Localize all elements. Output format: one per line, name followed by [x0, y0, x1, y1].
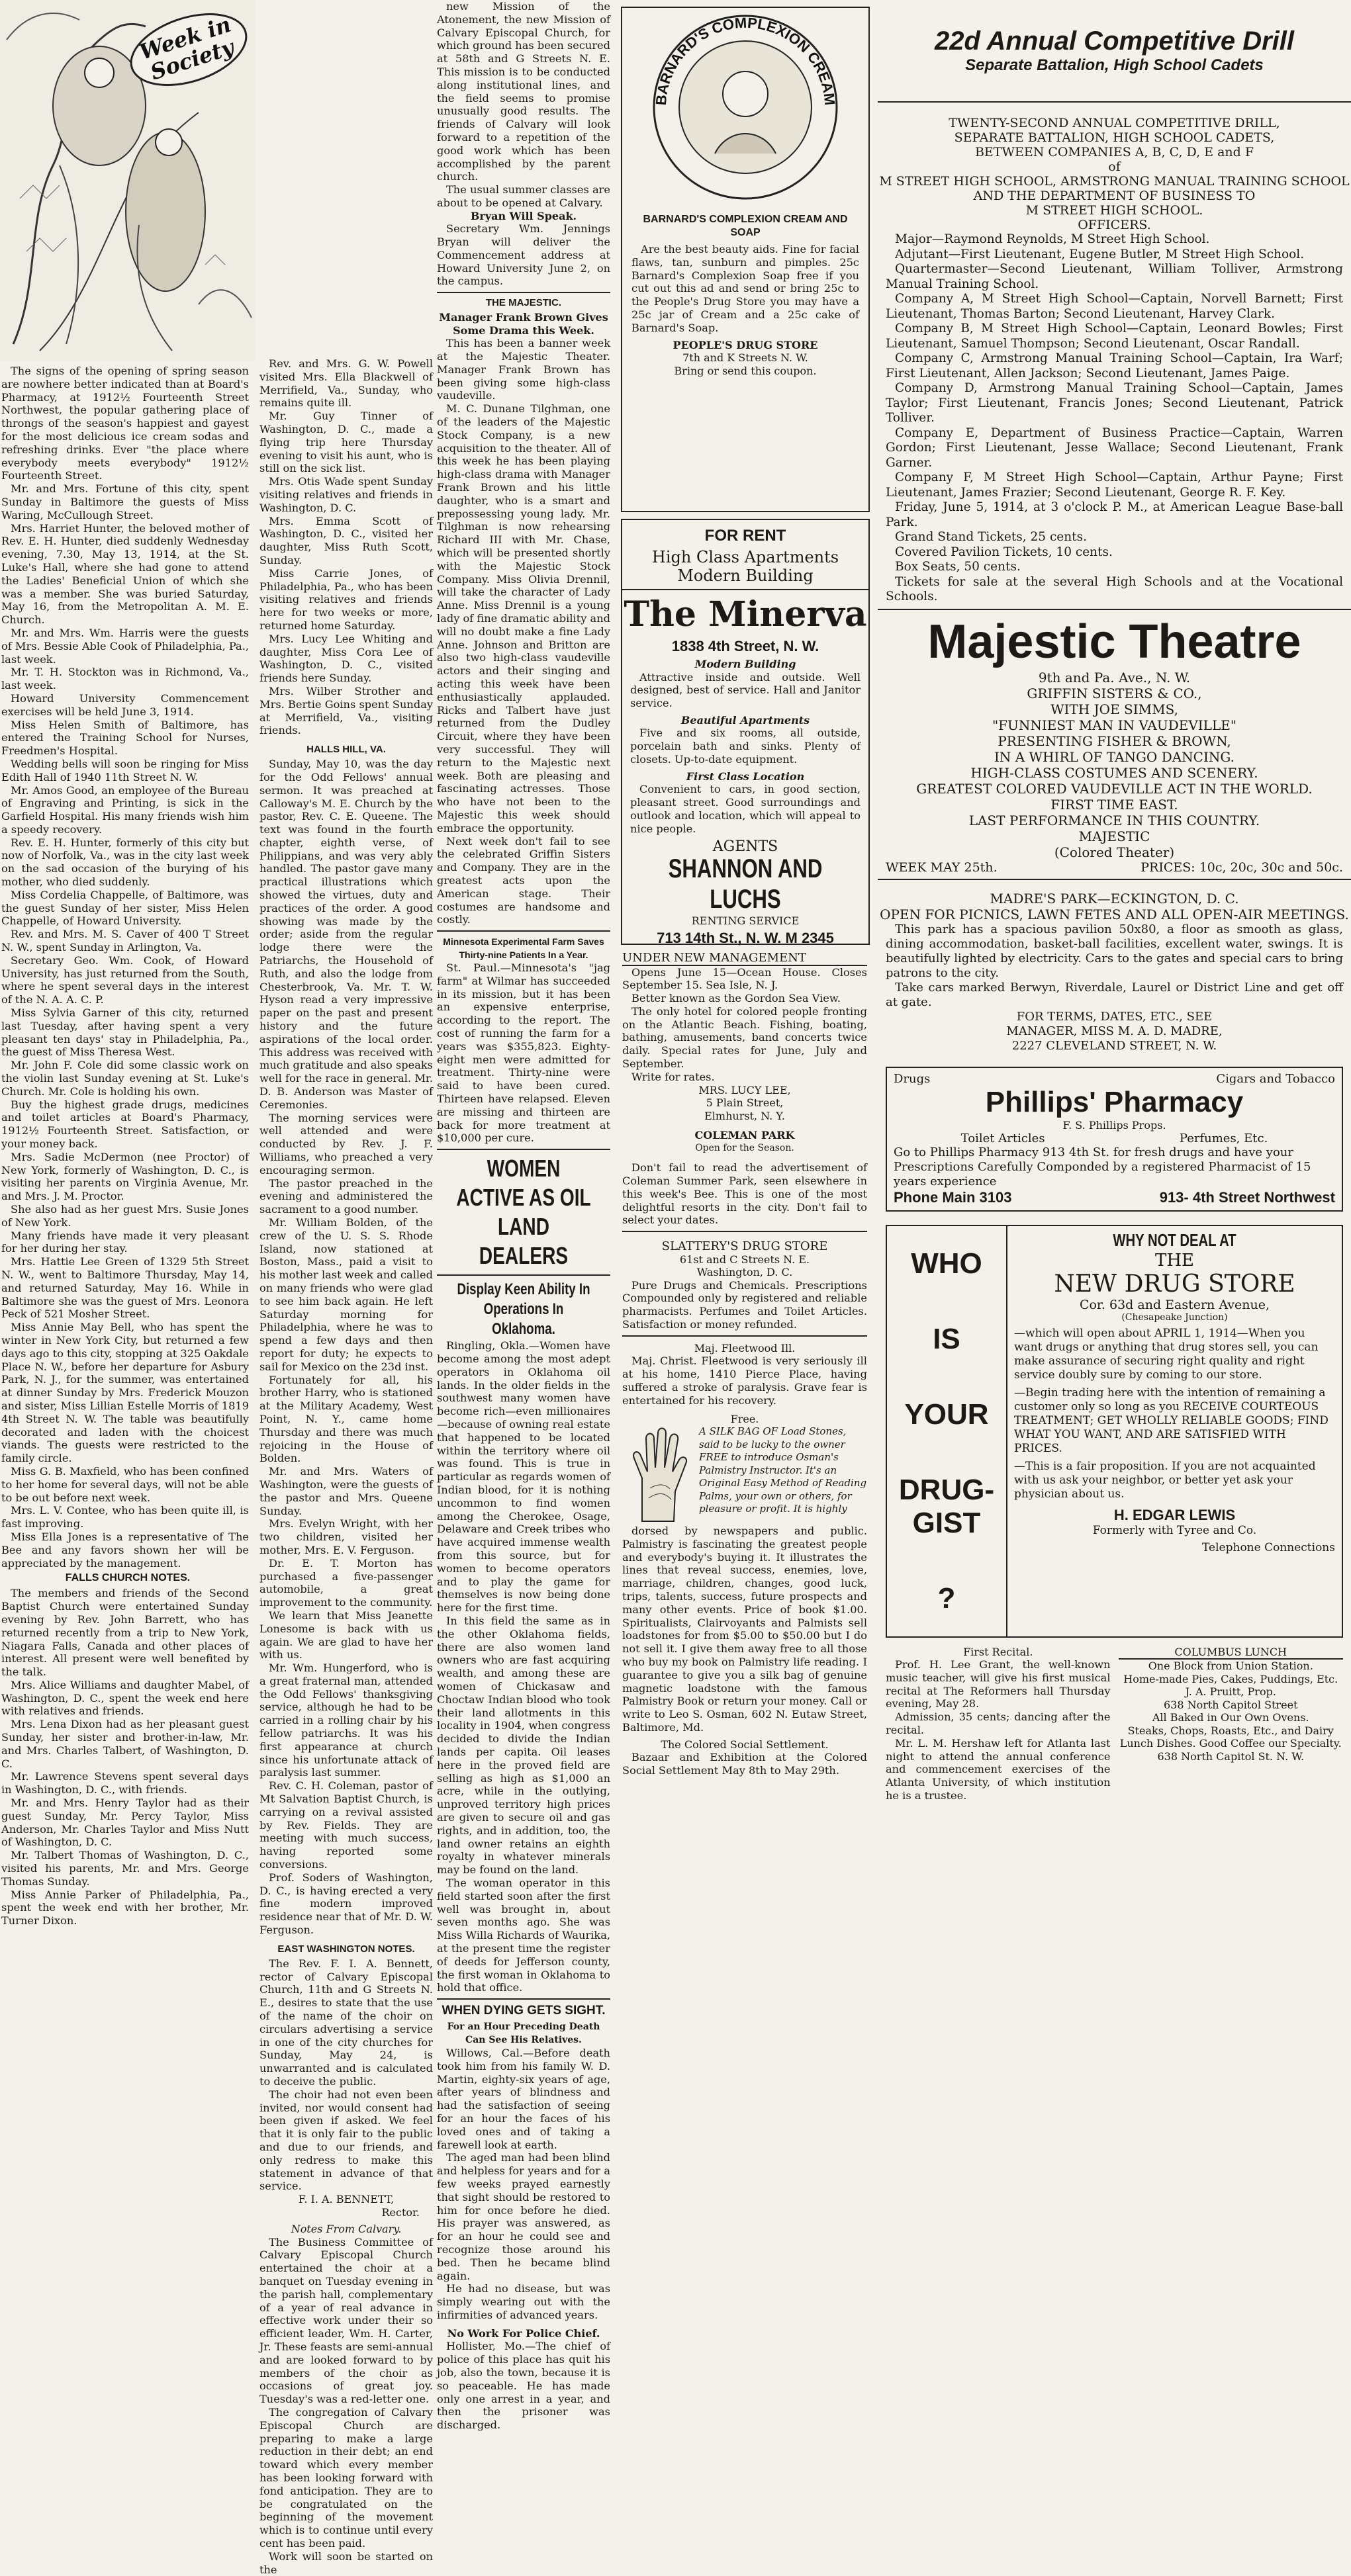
society-paragraph: Mr. John F. Cole did some classic work on the violin last Sunday evening at St. Luke's Church. Mr. Cole is holding his own.: [1, 1059, 249, 1098]
majestic-line: GRIFFIN SISTERS & CO.,: [1027, 685, 1202, 701]
phillips-mid-row: [894, 1132, 1335, 1145]
majestic-line: PRESENTING FISHER & BROWN,: [998, 733, 1231, 749]
majestic-line: MAJESTIC: [1078, 828, 1150, 844]
mission-notes: [437, 0, 610, 210]
minerva-ad: [621, 519, 870, 945]
falls-church-paragraph: Mr. Lawrence Stevens spent several days in Washington, D. C., with friends.: [1, 1770, 249, 1797]
lucy-address-1: 5 Plain Street,: [706, 1096, 784, 1110]
women-paragraph: In this field the same as in the other Oklahoma fields, there are also women land owners who are fast acquiring wealth, and among these are women of Chickasaw and Choctaw Indian blood who took their land allotments in this locality in 1904, when congress decided to divide the Indian lands per capita. Oil leases here in the proved field are selling as high as $1,000 an acre, while in the outlying, unproved territory high prices are given to secure oil and gas rights, and in addition, too, the land owner retains an eighth royalty in whatever minerals may be found on the land.: [437, 1614, 610, 1877]
society-banner: Week in Society: [136, 11, 237, 85]
halls-hill-paragraph: Fortunately for all, his brother Harry, who is stationed at the Military Academy, West Point, N. Y., came home Thursday and there was much rejoicing in the House of Bolden.: [259, 1373, 433, 1465]
drill-officers: [878, 232, 1351, 605]
falls-church-paragraph: Mr. and Mrs. Henry Taylor had as their guest Sunday, Mr. Percy Taylor, Miss Anderson, Mr. Charles Taylor and Miss Nutt of Washington, D. C.: [1, 1797, 249, 1849]
new-drug-store-title: NEW DRUG STORE: [1054, 1270, 1295, 1298]
new-drug-store-body: [1007, 1226, 1342, 1636]
phillips-address: 913- 4th Street Northwest: [1159, 1188, 1335, 1206]
divider: [878, 101, 1351, 103]
society-paragraph: Mrs. Sadie McDermon (nee Proctor) of New York, formerly of Washington, D. C., is visiting her parents on Virginia Avenue, Mr. and Mrs. J. M. Proctor.: [1, 1150, 249, 1203]
first-class-location: First Class Location: [686, 770, 805, 783]
shannon-luchs: SHANNON AND LUCHS: [668, 854, 823, 914]
falls-church-heading: FALLS CHURCH NOTES.: [65, 1572, 191, 1584]
drug-address: Cor. 63d and Eastern Avenue,: [1079, 1297, 1270, 1312]
drug-paragraph: —Begin trading here with the intention of remaining a customer only so long as you RECEIVE COURTEOUS TREATMENT; GET WHOLLY RELIABLE GOODS; FIND WHAT YOU WANT, AND ARE SATISFIED WITH PRICES.: [1014, 1386, 1328, 1455]
majestic-subheading: Manager Frank Brown Gives Some Drama this Week.: [439, 311, 608, 337]
officer-line: Company F, M Street High School—Captain, Arthur Payne; First Lieutenant, James Frazier; Second Lieutenant, George R. F. Key.: [886, 470, 1343, 500]
officer-line: Company B, M Street High School—Captain, Leonard Bowles; First Lieutenant, Samuel Thompson; Second Lieutenant, Oscar Randall.: [886, 322, 1343, 351]
divider: [437, 292, 610, 293]
officer-line: Company D, Armstrong Manual Training School—Captain, James Taylor; First Lieutenant, Francis Jones; Second Lieutenant, Patrick Tolliver.: [886, 381, 1343, 425]
falls-church-text: [0, 1587, 256, 1928]
note-paragraph: Mrs. Lucy Lee Whiting and daughter, Miss Cora Lee of Washington, D. C., visited friends here Sunday.: [259, 632, 433, 685]
divider: [437, 930, 610, 932]
majestic-paragraph: Next week don't fail to see the celebrated Griffin Sisters and Company. They are in the greatest acts upon the American stage. Their costumes are handsome and costly.: [437, 834, 610, 926]
society-paragraph: Wedding bells will soon be ringing for Miss Edith Hall of 1940 11th Street N. W.: [1, 757, 249, 783]
phillips-bottom-row: [894, 1189, 1335, 1206]
who-is-your-druggist: [887, 1226, 1007, 1636]
society-paragraph: Mrs. Harriet Hunter, the beloved mother of Rev. E. H. Hunter, died suddenly Wednesday evening, 7.30, May 13, 1914, at the St. Luke's Hall, where she had gone to attend the Ladies' Beneficial Union of which she was a member. She was buried Saturday, May 16, from the Metropolitan A. M. E. Church.: [1, 521, 249, 627]
halls-hill-paragraph: Rev. C. H. Coleman, pastor of Mt Salvation Baptist Church, is carrying on a revival assisted by Rev. Fields. They are meeting with much success, having reported some conversions.: [259, 1779, 433, 1871]
officer-line: Company C, Armstrong Manual Training School—Captain, Ira Warf; First Lieutenant, Allen Jackson; Second Lieutenant, James Paige.: [886, 351, 1343, 380]
drill-heading-line: M STREET HIGH SCHOOL.: [1025, 203, 1203, 218]
officer-line: Company E, Department of Business Practice—Captain, Warren Gordon; First Lieutenant, Jesse Wallace; Second Lieutenant, Frank Garner.: [886, 425, 1343, 470]
police-heading: No Work For Police Chief.: [447, 2327, 600, 2340]
society-paragraph: Miss Annie May Bell, who has spent the winter in New York City, but returned a few days ago to this city, stopping at 325 Oakdale Place N. W., before her departure for Asbury Park, N. J., for the summer, was entertained at dinner Sunday by Mrs. Frederick Mouzon and sister, Miss Lillian Estelle Morris of 1819 4th Street N. W. The table was beautifully decorated and laden with the choicest viands. The guests were restricted to the family circle.: [1, 1321, 249, 1465]
minnesota-text: St. Paul.—Minnesota's "jag farm" at Wilmar has succeeded in its mission, but it has been an expensive enterprise, according to the report. The cost of running the farm for a years was $355,823. Eighty-eight men were admitted for treatment. Thirty-nine were said to have been cured. Thirteen have relapsed. Eleven are missing and thirteen are back for more treatment at $10,000 per cure.: [437, 961, 610, 1145]
columbus-line: J. A. Pruitt, Prop.: [1185, 1685, 1276, 1698]
lucy-address-2: Elmhurst, N. Y.: [704, 1109, 785, 1122]
edgar-phone: Telephone Connections: [1202, 1540, 1335, 1554]
society-paragraph: Miss Sylvia Garner of this city, returned last Tuesday, after having spent a very pleasant ten days' stay in Philadelphia, Pa., the guest of Miss Theresa West.: [1, 1006, 249, 1059]
write-for-rates: Write for rates.: [631, 1070, 715, 1083]
officer-line: Major—Raymond Reynolds, M Street High School.: [895, 232, 1210, 246]
coleman-open: Open for the Season.: [695, 1142, 794, 1153]
east-paragraph: The Rev. F. I. A. Bennett, rector of Calvary Episcopal Church, 11th and G Streets N. E., desires to state that the use of the name of the choir on circulars advertising a service in one of the city churches for Sunday, May 24, is unwarranted and is calculated to deceive the public.: [259, 1957, 433, 2088]
high-class-apartments: High Class Apartments: [651, 548, 839, 566]
phillips-top-row: [894, 1072, 1335, 1086]
minnesota-heading: Minnesota Experimental Farm Saves Thirty-nine Patients In a Year.: [443, 936, 604, 960]
why-not-deal: WHY NOT DEAL AT: [1113, 1229, 1236, 1250]
halls-hill-paragraph: We learn that Miss Jeanette Lonesome is back with us again. We are glad to have her with us.: [259, 1609, 433, 1662]
majestic-paragraph: This has been a banner week at the Majestic Theater. Manager Frank Brown has been giving some high-class vaudeville.: [437, 337, 610, 402]
divider: [878, 879, 1351, 880]
coleman-text: Don't fail to read the advertisement of Coleman Summer Park, seen elsewhere in this week's Bee. This is one of the most delightful resorts in the city. Don't fail to select your dates.: [622, 1161, 867, 1227]
ocean-house-ad: [616, 932, 874, 1777]
women-subheading: Display Keen Ability In Operations In Oklahoma.: [457, 1280, 590, 1339]
phillips-drugs: Drugs: [894, 1071, 931, 1086]
society-paragraph: Mr. Amos Good, an employee of the Bureau of Engraving and Printing, is sick in the Garfield Hospital. His many friends wish him a speedy recovery.: [1, 783, 249, 836]
ocean-house-text: Opens June 15—Ocean House. Closes September 15. Sea Isle, N. J.: [622, 965, 867, 992]
slattery-address-2: Washington, D. C.: [696, 1266, 793, 1279]
bennett-title: Rector.: [381, 2205, 420, 2219]
phillips-cigars: Cigars and Tobacco: [1216, 1071, 1335, 1086]
east-washington-notes: [259, 1957, 433, 2193]
dying-paragraph: The aged man had been blind and helpless for years and for a few weeks prayed earnestly that sight should be restored to him for once before he died. His prayer was answered, as for an hour he could see and recognize those around his bed. Then he became blind again.: [437, 2151, 610, 2282]
columbus-title: COLUMBUS LUNCH: [1119, 1646, 1344, 1660]
who-word: WHO: [911, 1247, 982, 1280]
who-word: ?: [937, 1581, 956, 1615]
women-text: [437, 1339, 610, 1994]
drill-subtitle: Separate Battalion, High School Cadets: [965, 56, 1264, 74]
cream-arc-text: BARNARD'S COMPLEXION CREAM: [652, 14, 839, 107]
fleetwood-text: Maj. Christ. Fleetwood is very seriously ill at his home, 1410 Pierce Place, having suffered a stroke of paralysis. Grave fear is entertained for his recovery.: [622, 1355, 867, 1407]
settlement-heading: The Colored Social Settlement.: [661, 1738, 829, 1751]
society-paragraph: Mr. and Mrs. Fortune of this city, spent Sunday in Baltimore the guests of Miss Waring, McCullough Street.: [1, 482, 249, 521]
phillips-toilet: Toilet Articles: [960, 1131, 1045, 1145]
first-class-text: Convenient to cars, in good section, pleasant street. Good surroundings and outlook and location, which will appeal to nice people.: [630, 783, 861, 835]
halls-hill-paragraph: Mr. William Bolden, of the crew of the U. S. S. Rhode Island, now stationed at Boston, Mass., paid a visit to his mother last week and called on many friends who were glad to see him back again. He left Saturday morning for Philadelphia, where he was to spend a few days and then report for duty; he expects to sail for Mexico on the 23d inst.: [259, 1216, 433, 1373]
slattery-drug-store: SLATTERY'S DRUG STORE: [661, 1239, 828, 1254]
officer-line: Quartermaster—Second Lieutenant, William Tolliver, Armstrong Manual Training School.: [886, 262, 1343, 291]
columbus-line: 638 North Capitol St. N. W.: [1157, 1750, 1305, 1763]
halls-hill-paragraph: Sunday, May 10, was the day for the Odd Fellows' annual sermon. It was preached at Calloway's M. E. Church by the pastor, Rev. C. E. Queene. The text was found in the fourth chapter, eighth verse, of Philippians, and was very ably handled. The pastor gave many practical illustrations which showed the virtues, duty and practices of the order. A good showing was made by the order; aside from the regular lodge there were the Patriarchs, the Household of Ruth, and also the lodge from Chesterbrook, Va. Mr. T. W. Hyson read a very impressive paper on the past and present history and the future aspirations of the local order. This address was received with much gratitude and also speaks well for the race in general. Mr. D. B. Anderson was Master of Ceremonies.: [259, 758, 433, 1111]
for-rent: FOR RENT: [704, 527, 786, 545]
who-word: DRUG-GIST: [898, 1473, 995, 1539]
society-paragraph: Miss G. B. Maxfield, who has been confined to her home for several days, will not be able to be out before next week.: [1, 1464, 249, 1504]
officer-line: Covered Pavilion Tickets, 10 cents.: [895, 545, 1113, 559]
society-paragraph: Mr. T. H. Stockton was in Richmond, Va., last week.: [1, 666, 249, 692]
majestic-line: FIRST TIME EAST.: [1050, 796, 1178, 813]
drug-paragraphs: [1014, 1327, 1335, 1501]
drill-heading-line: OFFICERS.: [1078, 218, 1151, 232]
under-new-management: UNDER NEW MANAGEMENT: [622, 952, 867, 966]
dying-paragraph: Willows, Cal.—Before death took him from his family W. D. Martin, eighty-six years of age, after years of blindness and had the satisfaction of seeing for an hour the faces of his loved ones and of taking a farewell look at earth.: [437, 2047, 610, 2151]
peoples-drug-store: PEOPLE'S DRUG STORE: [673, 338, 818, 351]
majestic-heading: THE MAJESTIC.: [485, 297, 562, 309]
society-paragraph: She also had as her guest Mrs. Susie Jones of New York.: [1, 1203, 249, 1229]
merrifield-notes: [259, 357, 433, 737]
columbus-lunch-ad: [1119, 1646, 1344, 1802]
divider: [437, 1149, 610, 1150]
calvary-notes: [259, 2236, 433, 2576]
halls-hill-paragraph: Mrs. Evelyn Wright, with her two children, visited her mother, Mrs. E. V. Ferguson.: [259, 1517, 433, 1556]
edgar-formerly: Formerly with Tyree and Co.: [1092, 1523, 1257, 1537]
officer-line: Company A, M Street High School—Captain, Norvell Barnett; First Lieutenant, Thomas Barton; Second Lieutenant, Harvey Clark.: [886, 292, 1343, 321]
announcements-column: [878, 0, 1351, 1933]
society-text: [0, 361, 256, 1570]
officer-line: Friday, June 5, 1914, at 3 o'clock P. M., at American League Base-ball Park.: [886, 500, 1343, 529]
halls-hill-column: [259, 357, 433, 2576]
majestic-column: [437, 0, 610, 2432]
divider: [878, 609, 1351, 610]
society-paragraph: Miss Cordelia Chappelle, of Baltimore, was the guest Sunday of her sister, Miss Helen Chappelle, of Howard University.: [1, 888, 249, 928]
majestic-line: WITH JOE SIMMS,: [1050, 701, 1178, 717]
note-paragraph: Mrs. Emma Scott of Washington, D. C., visited her daughter, Miss Ruth Scott, Sunday.: [259, 514, 433, 566]
recital-notice: [886, 1646, 1111, 1802]
falls-church-paragraph: Mrs. Lena Dixon had as her pleasant guest Sunday, her sister and brother-in-law, Mr. and Mrs. Charles Talbert, of Washington, D. C.: [1, 1718, 249, 1770]
halls-hill-notes: [259, 758, 433, 1937]
society-paragraph: Many friends have made it very pleasant for her during her stay.: [1, 1229, 249, 1255]
society-paragraph: Secretary Geo. Wm. Cook, of Howard University, has just returned from the South, where he spent several days in the interest of the N. A. A. C. P.: [1, 954, 249, 1006]
drug-junction: (Chesapeake Junction): [1121, 1311, 1228, 1323]
note-paragraph: Mrs. Wilber Strother and Mrs. Bertie Goins spent Sunday at Merrifield, Va., visiting friends.: [259, 684, 433, 737]
calvary-paragraph: The congregation of Calvary Episcopal Church are preparing to make a large reduction in their debt; an end toward which every member has been looking forward with fond anticipation. They are to be congratulated on the beginning of the movement which is to continue until every cent has been paid.: [259, 2406, 433, 2550]
society-paragraph: Miss Ella Jones is a representative of The Bee and any favors shown her will be appreciated by the management.: [1, 1530, 249, 1570]
minerva-address: 1838 4th Street, N. W.: [671, 638, 819, 654]
majestic-paragraph: M. C. Dunane Tilghman, one of the leaders of the Majestic Stock Company, is a new acquisition to the theater. All of this week he has been playing high-class drama with Manager Frank Brown and his little daughter, who is a smart and prepossessing young lady. Mr. Tilghman is now rehearsing Richard III with Mr. Chase, which will be presented shortly with the Majestic Stock Company. Miss Olivia Drennil, will take the character of Lady Anne. Miss Drennil is a young lady of fine dramatic ability and will no doubt make a fine Lady Anne. Johnson and Britton are also two high-class vaudeville actors and their singing and acting this week have been enthusiastically applauded. Ricks and Talbert have just returned from the Dudley Circuit, where they have been very successful. They will return to the Majestic next week. Both are pleasing and fascinating actresses. Those who have not been to the Majestic this week should embrace the opportunity.: [437, 402, 610, 834]
week-in-society-illustration: [0, 0, 256, 361]
officer-line: Tickets for sale at the several High Schools and at the Vocational Schools.: [886, 574, 1343, 603]
columbus-lines: [1119, 1660, 1344, 1763]
minerva-modern: Modern Building: [694, 658, 796, 670]
columbus-line: 638 North Capitol Street: [1163, 1698, 1298, 1711]
majestic-theatre-title: Majestic Theatre: [927, 615, 1301, 668]
society-paragraph: Mr. and Mrs. Wm. Harris were the guests of Mrs. Bessie Able Cook of Philadelphia, Pa., last week.: [1, 626, 249, 666]
minerva-name: The Minerva: [624, 594, 867, 635]
women-paragraph: Ringling, Okla.—Women have become among the most adept operators in Oklahoma oil lands. In the older fields in the southwest many women have become rich—even millionaires—because of owning real estate that happened to be located within the territory where oil was found. This is true in particular as regards women of Indian blood, for it is nothing uncommon to find women among the Cherokee, Osage, Delaware and Creek tribes who have acquired immense wealth from this source, but for women to become operators and to play the game for themselves is now being done here for the first time.: [437, 1339, 610, 1615]
who-word: YOUR: [904, 1398, 989, 1431]
note-paragraph: Mrs. Otis Wade spent Sunday visiting relatives and friends in Washington, D. C.: [259, 475, 433, 514]
palmistry-text: dorsed by newspapers and public. Palmistry is fascinating the greatest people and everybody's buying it. It illustrates the lines that reveal success, enemies, love, marriage, children, changes, good luck, trips, talents, success, future prospects and many other events. Price of book $1.00. Spiritualists, Clairvoyants and Palmists sell loadstones for from $5.00 to $50.00 but I do not sell it. I give them away free to all those who buy my book on Palmistry life reading. I guarantee to give you a silk bag of genuine magnetic loadstone with the famous Palmistry Book or return your money. Call or write to Leo S. Osman, 602 N. Eutaw Street, Baltimore, Md.: [622, 1525, 867, 1734]
edgar-lewis: H. EDGAR LEWIS: [1113, 1506, 1236, 1523]
divider: [622, 1335, 867, 1337]
drill-heading-line: of: [1108, 159, 1121, 174]
madre-park-headings: [878, 891, 1351, 922]
women-heading: WOMEN ACTIVE AS OIL LAND DEALERS: [456, 1155, 591, 1270]
note-paragraph: Mr. Guy Tinner of Washington, D. C., made a flying trip here Thursday evening to visit his aunt, who is still on the sick list.: [259, 410, 433, 475]
palmistry-ad: [622, 1425, 867, 1525]
east-paragraph: The choir had not even been invited, nor would consent had been given if asked. We feel that it is only fair to the public and due to our friends, and only redress to make this statement in advance of that service.: [259, 2088, 433, 2193]
officer-line: Box Seats, 50 cents.: [895, 560, 1021, 574]
dying-subheading: For an Hour Preceding Death Can See His Relatives.: [447, 2021, 600, 2045]
madre-line: OPEN FOR PICNICS, LAWN FETES AND ALL OPEN-AIR MEETINGS.: [880, 906, 1349, 922]
bennett-signature: F. I. A. BENNETT,: [298, 2193, 395, 2206]
majestic-line: GREATEST COLORED VAUDEVILLE ACT IN THE WORLD.: [916, 780, 1313, 797]
mission-paragraph: new Mission of the Atonement, the new Mission of Calvary Episcopal Church, for which ground has been secured at 58th and G Streets N. E. This mission is to be conducted along institutional lines, and the field seems to promise unusually good results. The friends of Calvary will look forward to a repetition of the good work which has been accomplished by the parent church.: [437, 0, 610, 183]
modern-building: Modern Building: [677, 566, 814, 585]
halls-hill-paragraph: Prof. Soders of Washington, D. C., is having erected a very fine modern improved residence near that of Mr. D. W. Ferguson.: [259, 1871, 433, 1937]
gordon-text: Better known as the Gordon Sea View.: [631, 992, 841, 1005]
settlement-text: Bazaar and Exhibition at the Colored Social Settlement May 8th to May 29th.: [622, 1751, 867, 1777]
palm-hand-icon: [622, 1425, 695, 1525]
recital-text: Prof. H. Lee Grant, the well-known music teacher, will give his first musical recital at The Reformers hall Thursday evening, May 28.: [886, 1658, 1111, 1710]
halls-hill-paragraph: Dr. E. T. Morton has purchased a five-passenger automobile, a great improvement to the community.: [259, 1556, 433, 1609]
hershaw-text: Mr. L. M. Hershaw left for Atlanta last night to attend the annual conference and commencement exercises of the Atlanta University, of which institution he is a trustee.: [886, 1736, 1111, 1802]
peoples-note: Bring or send this coupon.: [674, 364, 817, 377]
falls-church-paragraph: Mr. Talbert Thomas of Washington, D. C., visited his parents, Mr. and Mrs. George Thomas Sunday.: [1, 1849, 249, 1888]
society-paragraph: Rev. and Mrs. M. S. Caver of 400 T Street N. W., spent Sunday in Arlington, Va.: [1, 928, 249, 954]
divider: [622, 1231, 867, 1232]
majestic-text: [437, 337, 610, 926]
dying-heading: WHEN DYING GETS SIGHT.: [442, 2004, 606, 2018]
society-paragraph: The signs of the opening of spring season are nowhere better indicated than at Board's Pharmacy, at 1912½ Fourteenth Street Northwest, the popular gathering place of throngs of the season's happiest and gayest for the most delicious ice cream sodas and refreshing drinks. Ever "the place where everybody meets everybody" 1912½ Fourteenth Street.: [1, 365, 249, 482]
society-paragraph: Mrs. Hattie Lee Green of 1329 5th Street N. W., went to Baltimore Thursday, May 14, and returned Saturday, May 16. While in Baltimore she was the guest of Mrs. Leonora Peck of 521 Mosher Street.: [1, 1255, 249, 1321]
slattery-text: Pure Drugs and Chemicals. Prescriptions Compounded only by registered and reliable pharmacists. Perfumes and Toilet Articles. Satisfaction or money refunded.: [622, 1278, 867, 1331]
dying-paragraph: He had no disease, but was simply wearing out with the infirmities of advanced years.: [437, 2282, 610, 2322]
halls-hill-paragraph: Mr. and Mrs. Waters of Washington, were the guests of the pastor and Mrs. Queene Sunday.: [259, 1465, 433, 1517]
falls-church-paragraph: Miss Annie Parker of Philadelphia, Pa., spent the week end with her brother, Mr. Turner Dixon.: [1, 1888, 249, 1928]
majestic-line: 9th and Pa. Ave., N. W.: [1038, 669, 1191, 686]
madre-terms: [878, 1010, 1351, 1053]
society-paragraph: Rev. E. H. Hunter, formerly of this city but now of Norfolk, Va., was in the city last week on the sad occasion of the burying of his mother, who died suddenly.: [1, 836, 249, 889]
halls-hill-paragraph: Mr. Wm. Hungerford, who is a great fraternal man, attended the Odd Fellows' thanksgiving service, although he had to be carried in a rolling chair by his fellow patriarchs. It was his first appearance at church since his unfortunate attack of paralysis last summer.: [259, 1662, 433, 1779]
drill-heading-line: BETWEEN COMPANIES A, B, C, D, E and F: [974, 145, 1254, 159]
majestic-line: LAST PERFORMANCE IN THIS COUNTRY.: [968, 812, 1260, 828]
columbus-line: Steaks, Chops, Roasts, Etc., and Dairy Lunch Dishes. Good Coffee our Specialty.: [1119, 1724, 1342, 1750]
agents-label: AGENTS: [712, 838, 778, 856]
falls-church-paragraph: The members and friends of the Second Baptist Church were entertained Sunday evening by Rev. John Barrett, who has returned recently from a trip to New York, Niagara Falls, Canada and other places of interest. All present were well benefited by the talk.: [1, 1587, 249, 1679]
divider: [437, 1274, 610, 1276]
free-label: Free.: [730, 1412, 759, 1425]
beautiful-text: Five and six rooms, all outside, porcelain bath and sinks. Plenty of closets. Up-to-date equipment.: [630, 727, 861, 766]
majestic-line: (Colored Theater): [1054, 844, 1175, 860]
majestic-theatre-lines: [878, 670, 1351, 860]
society-paragraph: Howard University Commencement exercises will be held June 3, 1914.: [1, 691, 249, 718]
the-label: THE: [1155, 1250, 1194, 1270]
majestic-week: WEEK MAY 25th.: [886, 860, 998, 875]
ads-column: [616, 0, 874, 1933]
columbus-line: All Baked in Our Own Ovens.: [1152, 1711, 1309, 1724]
drill-heading-line: TWENTY-SECOND ANNUAL COMPETITIVE DRILL,: [949, 116, 1280, 130]
society-paragraph: Mrs. L. V. Contee, who has been quite ill, is fast improving.: [1, 1504, 249, 1531]
madre-cars: Take cars marked Berwyn, Riverdale, Laurel or District Line and get off at gate.: [886, 980, 1343, 1009]
madre-text: This park has a spacious pavilion 50x80, a floor as smooth as glass, dining accommodation, basket-ball facilities, excellent water, swings. It is beautifully lighted by electricity. Cars to the gates and special cars to bring patrons to the city.: [886, 922, 1343, 980]
madre-line: MADRE'S PARK—ECKINGTON, D. C.: [990, 890, 1239, 907]
phillips-text: Go to Phillips Pharmacy 913 4th St. for fresh drugs and have your Prescriptions Carefully Componded by a registered Pharmacist of 15 years experience: [894, 1145, 1311, 1188]
calvary-heading: Notes From Calvary.: [291, 2223, 402, 2236]
society-paragraph: Buy the highest grade drugs, medicines and toilet articles at Board's Pharmacy, 1912½ Fourteenth Street. Satisfaction, or your money back.: [1, 1098, 249, 1151]
phillips-perfumes: Perfumes, Etc.: [1179, 1131, 1268, 1145]
drill-heading-line: SEPARATE BATTALION, HIGH SCHOOL CADETS,: [954, 130, 1275, 145]
bryan-heading: Bryan Will Speak.: [470, 209, 577, 222]
note-paragraph: Miss Carrie Jones, of Philadelphia, Pa., who has been visiting relatives and friends here for two weeks or more, returned home Saturday.: [259, 566, 433, 632]
columbus-line: Home-made Pies, Cakes, Puddings, Etc.: [1123, 1672, 1338, 1685]
coleman-park: COLEMAN PARK: [694, 1129, 795, 1142]
slattery-address-1: 61st and C Streets N. E.: [679, 1253, 810, 1266]
officer-line: Grand Stand Tickets, 25 cents.: [895, 530, 1087, 544]
falls-church-paragraph: Mrs. Alice Williams and daughter Mabel, of Washington, D. C., spent the week end here with relatives and friends.: [1, 1678, 249, 1718]
officer-line: Adjutant—First Lieutenant, Eugene Butler, M Street High School.: [895, 247, 1305, 261]
bryan-text: Secretary Wm. Jennings Bryan will deliver the Commencement address at Howard University June 2, on the campus.: [437, 222, 610, 288]
cream-heading: BARNARD'S COMPLEXION CREAM AND SOAP: [643, 214, 848, 238]
fleetwood-heading: Maj. Fleetwood Ill.: [694, 1341, 796, 1355]
halls-hill-paragraph: The morning services were well attended and were conducted by Rev. J. F. Williams, who preached a very encouraging sermon.: [259, 1111, 433, 1177]
phillips-phone: Phone Main 3103: [894, 1188, 1012, 1206]
beautiful-apartments: Beautiful Apartments: [680, 713, 810, 727]
mission-paragraph: The usual summer classes are about to be opened at Calvary.: [437, 183, 610, 209]
calvary-paragraph: Work will soon be started on the: [259, 2550, 433, 2576]
madre-term-line: MANAGER, MISS M. A. D. MADRE,: [1006, 1024, 1223, 1038]
majestic-prices: PRICES: 10c, 20c, 30c and 50c.: [1141, 860, 1343, 875]
halls-hill-heading: HALLS HILL, VA.: [306, 744, 386, 756]
phillips-title: Phillips' Pharmacy: [985, 1085, 1244, 1118]
cream-ad: [621, 7, 870, 512]
calvary-paragraph: The Business Committee of Calvary Episcopal Church entertained the choir at a banquet on Tuesday evening in the parish hall, complementary of a year of real advance in effective work under their so efficient leader, Wm. H. Carter, Jr. These feasts are semi-annual and are looked forward to by members of the choir as occasions of great joy. Tuesday's was a red-letter one.: [259, 2235, 433, 2406]
phillips-ad: [886, 1067, 1343, 1212]
recital-admission: Admission, 35 cents; dancing after the recital.: [886, 1710, 1111, 1736]
cream-jar-illustration: [622, 8, 868, 206]
shannon-address: 713 14th St., N. W. M 2345: [657, 930, 834, 947]
drill-title: 22d Annual Competitive Drill: [934, 26, 1295, 56]
columbus-line: One Block from Union Station.: [1148, 1660, 1313, 1672]
who-word: IS: [933, 1322, 960, 1355]
east-washington-heading: EAST WASHINGTON NOTES.: [277, 1943, 415, 1955]
renting-service: RENTING SERVICE: [691, 914, 800, 927]
new-drug-store-ad: [886, 1225, 1343, 1638]
palmistry-italic: A SILK BAG OF Load Stones, said to be lucky to the owner FREE to introduce Osman's Palmistry Instructor. It's an Original Easy Method of Reading Palms, your own or others, for pleasure or profit. It is highly: [699, 1425, 867, 1515]
majestic-line: HIGH-CLASS COSTUMES AND SCENERY.: [970, 764, 1258, 781]
majestic-line: "FUNNIEST MAN IN VAUDEVILLE": [992, 717, 1237, 733]
drug-paragraph: —This is a fair proposition. If you are not acquainted with us ask your neighbor, or better yet ask your physician about us.: [1014, 1459, 1316, 1501]
cream-text: Are the best beauty aids. Fine for facial flaws, tan, sunburn and pimples. 25c Barnard's Complexion Soap free if you cut out this ad and send or bring 25c to the People's Drug Store you may have a 25c jar of Cream and a 25c cake of Barnard's Soap.: [631, 243, 859, 334]
halls-hill-paragraph: The pastor preached in the evening and administered the sacrament to a good number.: [259, 1177, 433, 1216]
society-paragraph: Miss Helen Smith of Baltimore, has entered the Training School for Nurses, Freedmen's Hospital.: [1, 718, 249, 758]
bottom-notices: [886, 1646, 1343, 1802]
minerva-text: Attractive inside and outside. Well designed, best of service. Hall and Janitor service.: [630, 670, 861, 710]
peoples-address: 7th and K Streets N. W.: [682, 351, 808, 365]
majestic-line: IN A WHIRL OF TANGO DANCING.: [994, 748, 1235, 765]
women-paragraph: The woman operator in this field started soon after the first well was brought in, about seven months ago. She was Miss Willa Richards of Waurika, at the present time the register of deeds for Jefferson county, the first woman in Oklahoma to hold that office.: [437, 1876, 610, 1994]
society-column: [0, 0, 256, 1933]
drill-heading-line: M STREET HIGH SCHOOL, ARMSTRONG MANUAL TRAINING SCHOOL AND THE DEPARTMENT OF BUSINESS TO: [879, 174, 1350, 203]
majestic-prices-row: [878, 860, 1351, 875]
divider: [437, 1998, 610, 2000]
phillips-props: F. S. Phillips Props.: [1062, 1118, 1166, 1132]
madre-term-line: 2227 CLEVELAND STREET, N. W.: [1011, 1038, 1217, 1053]
recital-heading: First Recital.: [963, 1645, 1033, 1658]
drill-headings: [878, 116, 1351, 232]
lucy-lee: MRS. LUCY LEE,: [698, 1083, 791, 1096]
dying-text: [437, 2047, 610, 2322]
drug-paragraph: —which will open about APRIL 1, 1914—When you want drugs or anything that drug stores sell, you can make assurance of securing right quality and right service doubly sure by coming to our store.: [1014, 1326, 1319, 1382]
divider: [622, 589, 868, 590]
note-paragraph: Rev. and Mrs. G. W. Powell visited Mrs. Ella Blackwell of Merrifield, Va., Sunday, who remains quite ill.: [259, 357, 433, 410]
madre-term-line: FOR TERMS, DATES, ETC., SEE: [1016, 1009, 1213, 1024]
only-hotel-text: The only hotel for colored people fronting on the Atlantic Beach. Fishing, boating, bathing, amusements, band concerts twice daily. Special rates for June, July and September.: [622, 1004, 867, 1071]
police-text: Hollister, Mo.—The chief of police of this place has quit his job, also the town, because it is so peaceable. He has made only one arrest in a year, and then the prisoner was discharged.: [437, 2340, 610, 2432]
